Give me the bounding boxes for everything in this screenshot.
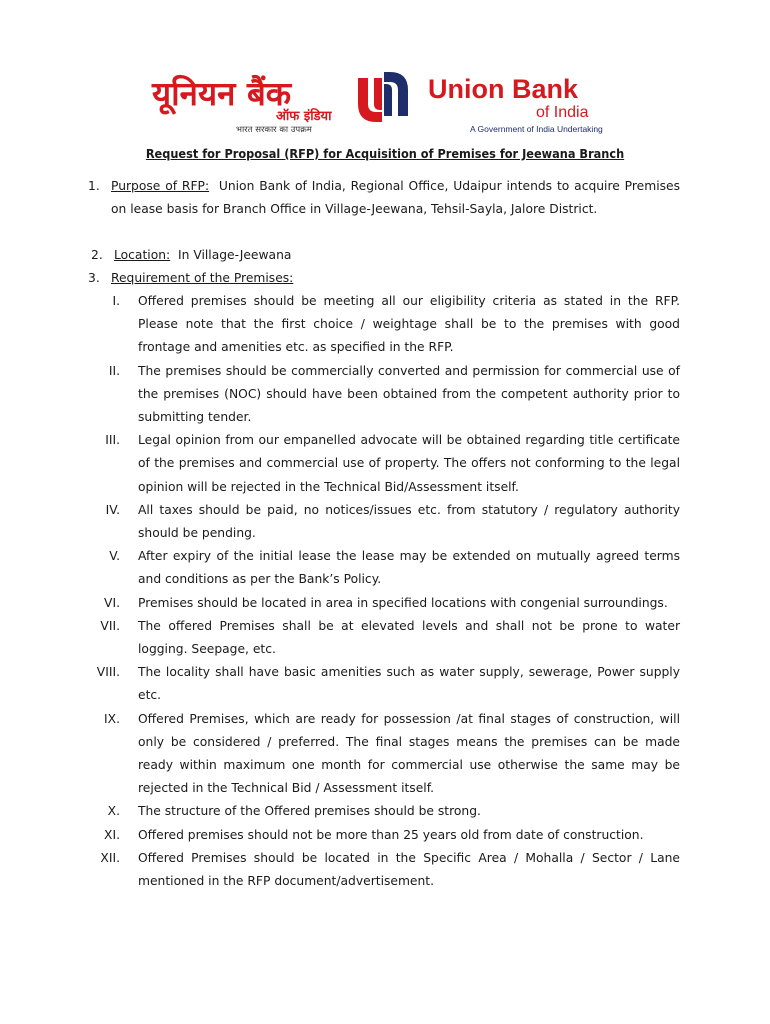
item-text: Offered Premises should be located in the Specific Area / Mohalla / Sector / Lane mentioned in the RFP document/advertisement. <box>138 850 680 889</box>
section-heading: Purpose of RFP: <box>111 179 210 193</box>
item-text: Premises should be located in area in specified locations with congenial surroundings. <box>138 595 668 610</box>
list-item <box>88 290 680 360</box>
item-text: Offered premises should not be more than 25 years old from date of construction. <box>138 827 644 842</box>
list-item <box>88 824 680 847</box>
section-number: 1. <box>88 179 100 193</box>
item-numeral: III. <box>105 433 120 448</box>
item-numeral: XII. <box>100 850 120 865</box>
list-item <box>88 545 680 591</box>
section-number: 2. <box>91 248 103 262</box>
item-numeral: I. <box>112 294 120 308</box>
section-heading: Location: <box>114 248 171 262</box>
item-text: Offered Premises, which are ready for possession /at final stages of construction, will only be considered / preferred. The final stages means the premises can be made ready within maximum one month for commercial use otherwise the same may be rejected in the Technical Bid / Assessment itself. <box>138 711 680 796</box>
item-text: After expiry of the initial lease the lease may be extended on mutually agreed terms and conditions as per the Bank’s Policy. <box>138 549 680 587</box>
list-item <box>88 708 680 801</box>
section-purpose <box>88 175 680 221</box>
item-numeral: VII. <box>100 618 120 633</box>
list-item <box>88 847 680 893</box>
item-numeral: II. <box>108 363 120 378</box>
item-numeral: VI. <box>104 595 120 610</box>
logo-hindi-tagline: भारत सरकार का उपक्रम <box>236 125 312 135</box>
logo-hindi-name: यूनियन बैंक <box>152 74 292 113</box>
logo-english-tagline: A Government of India Undertaking <box>470 124 603 134</box>
item-numeral: IX. <box>104 711 120 726</box>
item-numeral: X. <box>107 804 120 819</box>
list-item <box>88 615 680 661</box>
item-text: The locality shall have basic amenities such as water supply, sewerage, Power supply etc. <box>138 665 680 703</box>
list-item <box>88 661 680 707</box>
list-item <box>88 429 680 499</box>
section-text: In Village-Jeewana <box>177 248 292 262</box>
list-item <box>88 800 680 823</box>
section-requirements <box>88 267 680 290</box>
logo-english-name: Union Bank <box>428 74 579 104</box>
logo-hindi-sub: ऑफ इंडिया <box>276 109 332 124</box>
item-numeral: V. <box>109 549 120 564</box>
list-item <box>88 592 680 615</box>
item-numeral: VIII. <box>96 665 120 680</box>
item-text: Offered premises should be meeting all our eligibility criteria as stated in the RFP. Please note that the first choice / weightage shall be to the premises with good frontage and amenities etc. as specified in the RFP. <box>138 294 680 355</box>
item-numeral: IV. <box>105 502 120 517</box>
item-text: The premises should be commercially converted and permission for commercial use of the premises (NOC) should have been obtained from the competent authority prior to submitting tender. <box>138 363 680 425</box>
section-heading: Requirement of the Premises: <box>111 271 294 285</box>
union-bank-logo <box>150 62 620 138</box>
section-location <box>91 244 683 267</box>
item-text: The offered Premises shall be at elevated levels and shall not be prone to water logging. Seepage, etc. <box>138 618 680 657</box>
document-title: Request for Proposal (RFP) for Acquisition of Premises for Jeewana Branch <box>145 146 625 161</box>
list-item <box>88 499 680 545</box>
item-numeral: XI. <box>104 827 120 842</box>
section-number: 3. <box>88 271 100 285</box>
section-text: Union Bank of India, Regional Office, Udaipur intends to acquire Premises on lease basis for Branch Office in Village-Jeewana, Tehsil-Sayla, Jalore District. <box>111 179 681 217</box>
item-text: Legal opinion from our empanelled advocate will be obtained regarding title certificate of the premises and commercial use of property. The offers not conforming to the legal opinion will be rejected in the Technical Bid/Assessment itself. <box>138 433 680 494</box>
item-text: All taxes should be paid, no notices/issues etc. from statutory / regulatory authority should be pending. <box>138 502 680 541</box>
list-item <box>88 360 680 430</box>
union-bank-emblem-icon <box>352 68 414 126</box>
item-text: The structure of the Offered premises should be strong. <box>138 804 481 819</box>
requirements-list <box>88 290 680 893</box>
logo-english-sub: of India <box>536 104 589 121</box>
